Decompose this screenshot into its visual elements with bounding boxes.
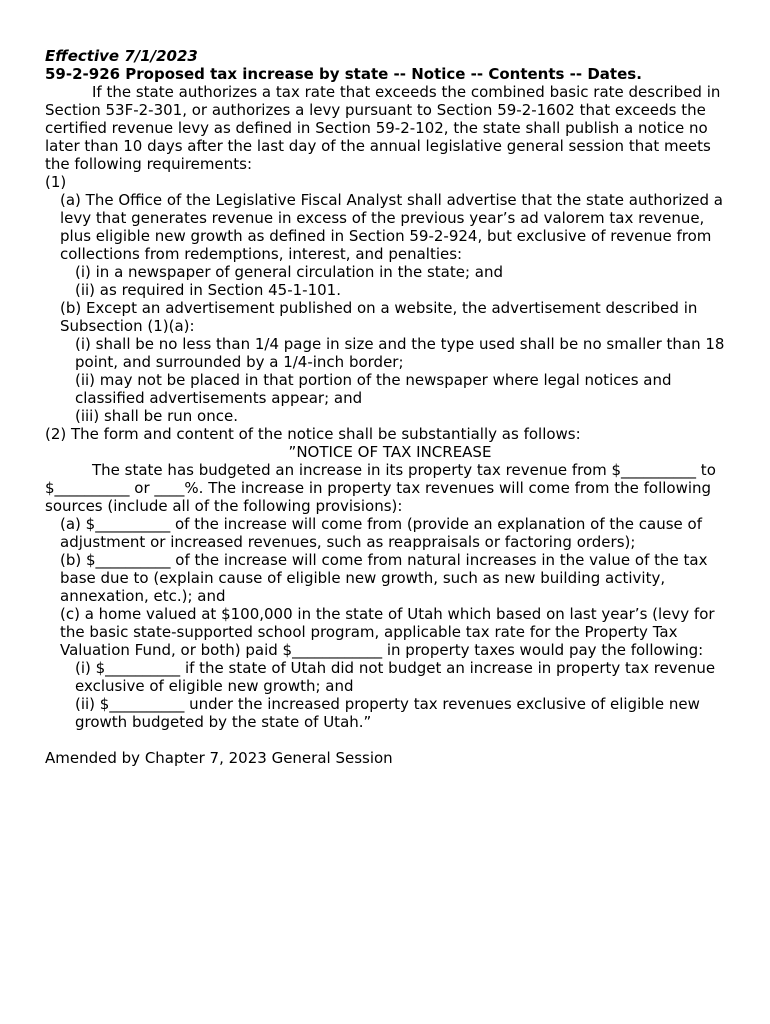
subsection-2: (2) The form and content of the notice shall be substantially as follows: [45, 425, 581, 443]
subsection-1a-i: (i) in a newspaper of general circulation in the state; and [75, 263, 503, 281]
notice-item-c-ii: (ii) $__________ under the increased property tax revenues exclusive of eligible new growth budgeted by the state of Utah.” [75, 695, 700, 731]
section-heading: 59-2-926 Proposed tax increase by state -- Notice -- Contents -- Dates. [45, 65, 642, 83]
subsection-1b: (b) Except an advertisement published on a website, the advertisement described in Subsection (1)(a): [60, 299, 698, 335]
effective-date: Effective 7/1/2023 [45, 47, 198, 65]
notice-item-c-i: (i) $__________ if the state of Utah did not budget an increase in property tax revenue exclusive of eligible new growth; and [75, 659, 716, 695]
notice-title: ”NOTICE OF TAX INCREASE [288, 443, 492, 461]
notice-item-b: (b) $__________ of the increase will come from natural increases in the value of the tax base due to (explain cause of eligible new growth, such as new building activity, annexation, etc.); and [60, 551, 708, 605]
statute-document [45, 47, 735, 767]
subsection-1a-ii: (ii) as required in Section 45-1-101. [75, 281, 341, 299]
subsection-1b-ii: (ii) may not be placed in that portion of the newspaper where legal notices and classified advertisements appear; and [75, 371, 672, 407]
spacer [45, 731, 735, 749]
intro-paragraph: If the state authorizes a tax rate that exceeds the combined basic rate described in Section 53F-2-301, or authorizes a levy pursuant to Section 59-2-1602 that exceeds the certified revenue levy as defined in Section 59-2-102, the state shall publish a notice no later than 10 days after the last day of the annual legislative general session that meets the following requirements: [45, 83, 721, 173]
amendment-note: Amended by Chapter 7, 2023 General Session [45, 749, 393, 767]
subsection-1b-i: (i) shall be no less than 1/4 page in size and the type used shall be no smaller than 18 point, and surrounded by a 1/4-inch border; [75, 335, 725, 371]
notice-item-c: (c) a home valued at $100,000 in the state of Utah which based on last year’s (levy for the basic state-supported school program, applicable tax rate for the Property Tax Valuation Fund, or both) paid $____________ in property taxes would pay the following: [60, 605, 715, 659]
subsection-1-label: (1) [45, 173, 67, 191]
notice-item-a: (a) $__________ of the increase will come from (provide an explanation of the cause of adjustment or increased revenues, such as reappraisals or factoring orders); [60, 515, 702, 551]
subsection-1b-iii: (iii) shall be run once. [75, 407, 238, 425]
notice-body: The state has budgeted an increase in its property tax revenue from $__________ to $__________ or ____%. The increase in property tax revenues will come from the following sources (include all of the following provisions): [45, 461, 716, 515]
subsection-1a: (a) The Office of the Legislative Fiscal Analyst shall advertise that the state authorized a levy that generates revenue in excess of the previous year’s ad valorem tax revenue, plus eligible new growth as defined in Section 59-2-924, but exclusive of revenue from collections from redemptions, interest, and penalties: [60, 191, 723, 263]
